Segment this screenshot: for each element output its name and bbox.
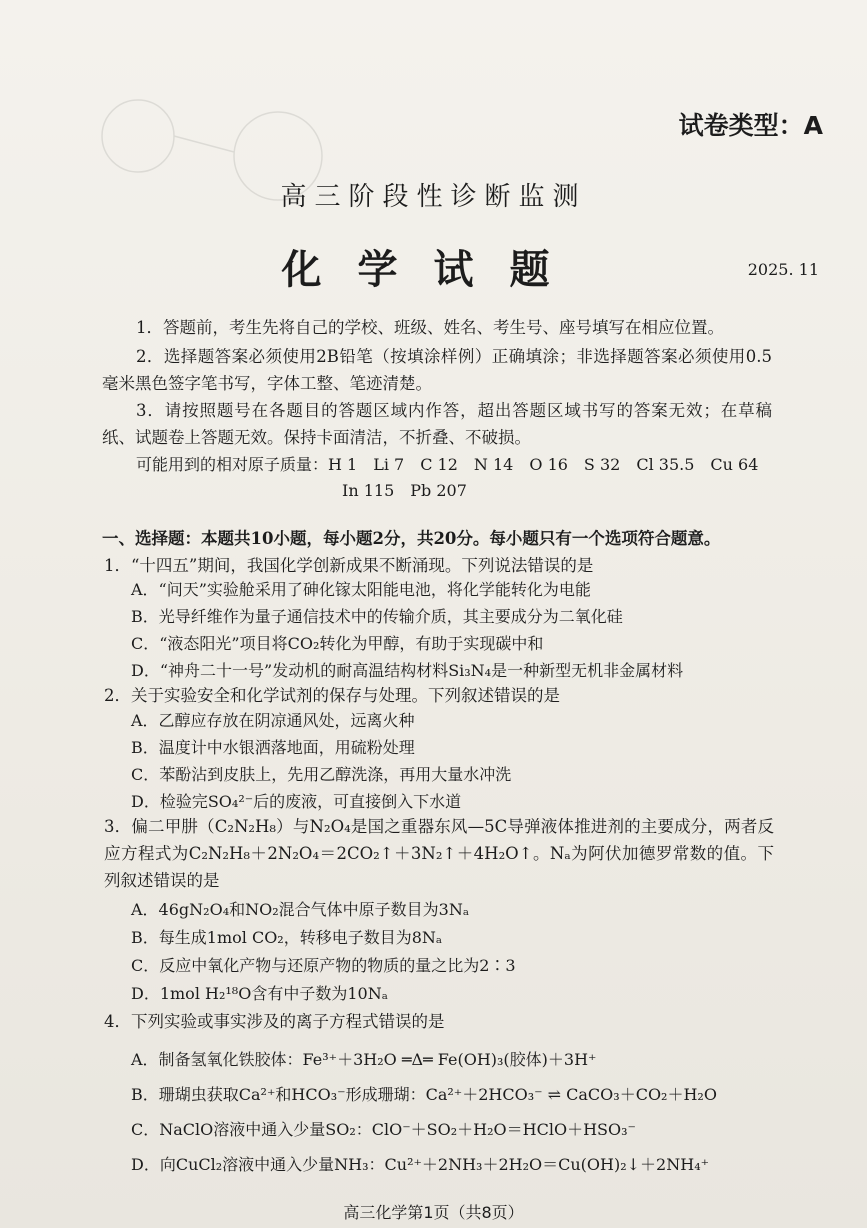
exam-date: 2025. 11 <box>747 260 819 279</box>
question-3-option-b: B．每生成1mol CO₂，转移电子数目为8Nₐ <box>131 928 443 947</box>
exam-name: 高三阶段性诊断监测 <box>280 182 587 212</box>
question-3-option-c: C．反应中氧化产物与还原产物的物质的量之比为2∶3 <box>131 956 516 975</box>
question-4-option-c: C．NaClO溶液中通入少量SO₂：ClO⁻＋SO₂＋H₂O＝HClO＋HSO₃⁻ <box>131 1120 636 1139</box>
question-4-stem: 4．下列实验或事实涉及的离子方程式错误的是 <box>104 1012 445 1031</box>
question-1-option-d: D．“神舟二十一号”发动机的耐高温结构材料Si₃N₄是一种新型无机非金属材料 <box>131 661 684 680</box>
question-2-option-c: C．苯酚沾到皮肤上，先用乙醇洗涤，再用大量水冲洗 <box>131 765 512 784</box>
atomic-mass-line-2: In 115 Pb 207 <box>342 481 467 500</box>
question-2-option-a: A．乙醇应存放在阴凉通风处，远离火种 <box>131 711 415 730</box>
question-4-option-b: B．珊瑚虫获取Ca²⁺和HCO₃⁻形成珊瑚：Ca²⁺＋2HCO₃⁻ ⇌ CaCO₃＋CO₂＋H₂O <box>131 1085 717 1104</box>
section-1-title: 一、选择题：本题共10小题，每小题2分，共20分。每小题只有一个选项符合题意。 <box>102 529 721 548</box>
question-3-option-d: D．1mol H₂¹⁸O含有中子数为10Nₐ <box>131 984 388 1003</box>
question-2-option-d: D．检验完SO₄²⁻后的废液，可直接倒入下水道 <box>131 792 462 811</box>
question-4-option-a: A．制备氢氧化铁胶体：Fe³⁺＋3H₂O ═Δ═ Fe(OH)₃(胶体)＋3H⁺ <box>131 1050 597 1069</box>
question-3-option-a: A．46gN₂O₄和NO₂混合气体中原子数目为3Nₐ <box>131 900 469 919</box>
question-1-option-b: B．光导纤维作为量子通信技术中的传输介质，其主要成分为二氧化硅 <box>131 607 623 626</box>
subject-title: 化学试题 <box>281 247 586 293</box>
instruction-1: 1．答题前，考生先将自己的学校、班级、姓名、考生号、座号填写在相应位置。 <box>136 318 724 337</box>
paper-type-label: 试卷类型：A <box>678 111 823 140</box>
question-1-option-a: A．“问天”实验舱采用了砷化镓太阳能电池，将化学能转化为电能 <box>131 580 591 599</box>
instruction-2: 2．选择题答案必须使用2B铅笔（按填涂样例）正确填涂；非选择题答案必须使用0.5毫米黑色签字笔书写，字体工整、笔迹清楚。 <box>102 347 772 393</box>
question-1-option-c: C．“液态阳光”项目将CO₂转化为甲醇，有助于实现碳中和 <box>131 634 544 653</box>
question-2-option-b: B．温度计中水银洒落地面，用硫粉处理 <box>131 738 415 757</box>
question-3-stem: 3．偏二甲肼（C₂N₂H₈）与N₂O₄是国之重器东风—5C导弹液体推进剂的主要成分，两者反应方程式为C₂N₂H₈＋2N₂O₄＝2CO₂↑＋3N₂↑＋4H₂O↑。Nₐ为阿伏加德罗常数的值。下列叙述错误的是 <box>104 817 774 890</box>
question-1-stem: 1．“十四五”期间，我国化学创新成果不断涌现。下列说法错误的是 <box>104 556 594 575</box>
instruction-3: 3．请按照题号在各题目的答题区域内作答，超出答题区域书写的答案无效；在草稿纸、试题卷上答题无效。保持卡面清洁，不折叠、不破损。 <box>102 401 772 447</box>
page-footer: 高三化学第1页（共8页） <box>343 1203 524 1222</box>
atomic-mass-line-1: 可能用到的相对原子质量：H 1 Li 7 C 12 N 14 O 16 S 32 Cl 35.5 Cu 64 <box>136 455 759 474</box>
question-2-stem: 2．关于实验安全和化学试剂的保存与处理。下列叙述错误的是 <box>104 686 560 705</box>
question-4-option-d: D．向CuCl₂溶液中通入少量NH₃：Cu²⁺＋2NH₃＋2H₂O＝Cu(OH)₂↓＋2NH₄⁺ <box>131 1155 710 1174</box>
